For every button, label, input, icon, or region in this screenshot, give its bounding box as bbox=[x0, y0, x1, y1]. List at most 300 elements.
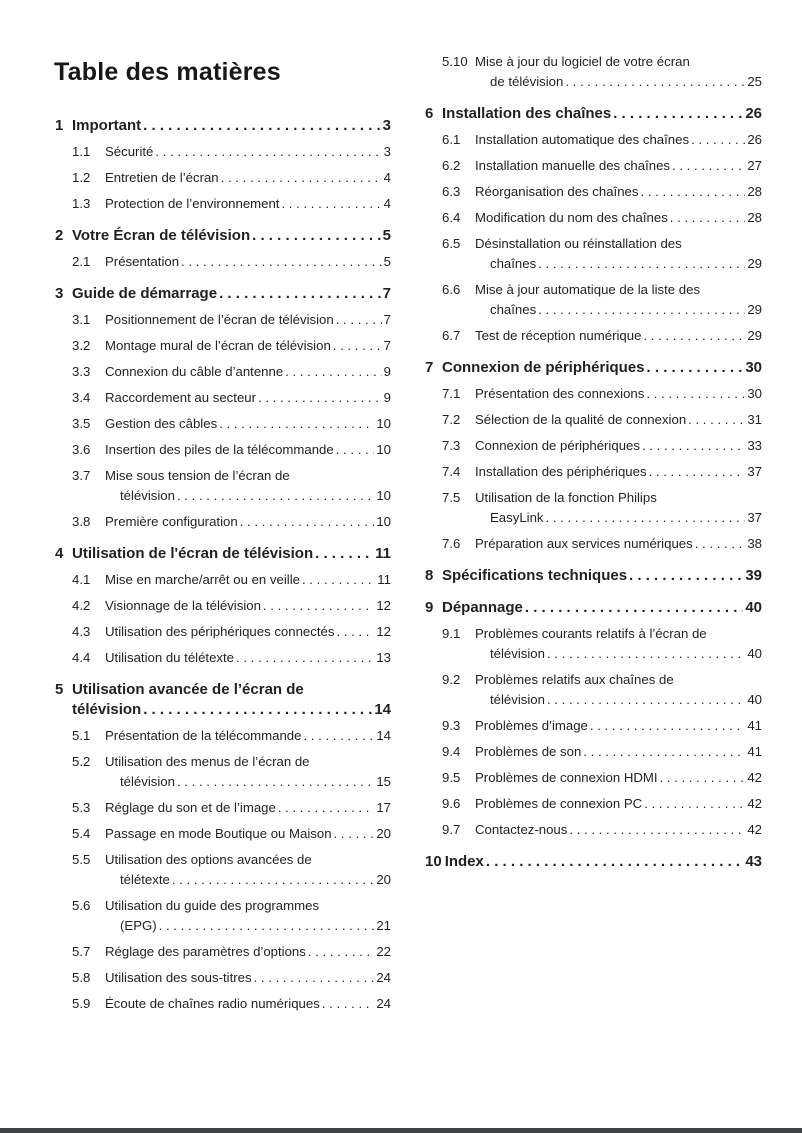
toc-entry-label: de télévision bbox=[490, 74, 564, 89]
toc-entry bbox=[425, 326, 762, 346]
toc-entry bbox=[55, 194, 391, 214]
toc-entry bbox=[425, 534, 762, 554]
toc-entry bbox=[425, 768, 762, 788]
dot-leader bbox=[536, 254, 745, 274]
toc-entry-line bbox=[425, 794, 762, 814]
toc-section-title: Dépannage bbox=[442, 599, 523, 616]
dot-leader bbox=[252, 968, 375, 988]
toc-entry-label: Présentation des connexions bbox=[475, 386, 645, 401]
toc-page-number: 4 bbox=[383, 196, 391, 211]
toc-entry-label: Montage mural de l’écran de télévision bbox=[105, 338, 331, 353]
toc-entry-label: Problèmes de connexion PC bbox=[475, 796, 643, 811]
toc-page-number: 43 bbox=[745, 853, 762, 870]
toc-section-line bbox=[55, 116, 391, 136]
toc-entry bbox=[55, 752, 391, 792]
toc-page-number: 11 bbox=[375, 545, 391, 562]
toc-page-number: 26 bbox=[745, 105, 762, 122]
toc-entry-line bbox=[55, 512, 391, 532]
toc-entry-number: 6.7 bbox=[442, 328, 461, 343]
toc-entry-number: 6.2 bbox=[442, 158, 461, 173]
dot-leader bbox=[279, 194, 381, 214]
toc-entry-label: Passage en mode Boutique ou Maison bbox=[105, 826, 332, 841]
dot-leader bbox=[331, 336, 382, 356]
toc-section-header bbox=[425, 598, 762, 618]
toc-entry bbox=[55, 440, 391, 460]
dot-leader bbox=[668, 208, 746, 228]
toc-entry-number: 4.4 bbox=[72, 650, 91, 665]
dot-leader bbox=[334, 622, 374, 642]
toc-page-number: 41 bbox=[747, 744, 762, 759]
toc-entry-line bbox=[425, 156, 762, 176]
toc-page-number: 10 bbox=[376, 416, 391, 431]
toc-section-line bbox=[425, 566, 762, 586]
toc-entry-line bbox=[425, 624, 762, 644]
toc-entry bbox=[55, 362, 391, 382]
toc-entry-number: 7.3 bbox=[442, 438, 461, 453]
toc-page-number: 9 bbox=[383, 364, 391, 379]
toc-entry-number: 3.4 bbox=[72, 390, 91, 405]
toc-page-number: 30 bbox=[747, 386, 762, 401]
toc-section-title: Spécifications techniques bbox=[442, 567, 628, 584]
toc-entry bbox=[425, 384, 762, 404]
toc-entry-label: Protection de l’environnement bbox=[105, 196, 280, 211]
toc-entry-label: Utilisation des options avancées de bbox=[105, 852, 312, 867]
toc-entry-line bbox=[55, 336, 391, 356]
toc-page-number: 42 bbox=[747, 822, 762, 837]
toc-entry bbox=[55, 596, 391, 616]
toc-column-right bbox=[425, 52, 762, 878]
dot-leader bbox=[523, 598, 743, 618]
dot-leader bbox=[639, 182, 746, 202]
toc-entry-label: Réglage du son et de l’image bbox=[105, 800, 276, 815]
toc-page-number: 29 bbox=[747, 302, 762, 317]
toc-entry-line bbox=[55, 362, 391, 382]
dot-leader bbox=[313, 544, 373, 564]
toc-entry-label: Utilisation de la fonction Philips bbox=[475, 490, 657, 505]
toc-entry-label: Utilisation des périphériques connectés bbox=[105, 624, 335, 639]
toc-entry bbox=[55, 570, 391, 590]
toc-entry bbox=[425, 436, 762, 456]
toc-entry-label: Mise en marche/arrêt ou en veille bbox=[105, 572, 300, 587]
toc-page-number: 38 bbox=[747, 536, 762, 551]
toc-page-number: 4 bbox=[383, 170, 391, 185]
dot-leader bbox=[334, 440, 375, 460]
toc-page-number: 9 bbox=[383, 390, 391, 405]
toc-entry-number: 7.5 bbox=[442, 490, 461, 505]
toc-entry bbox=[425, 280, 762, 320]
toc-page-number: 5 bbox=[382, 227, 391, 244]
toc-entry bbox=[425, 462, 762, 482]
toc-entry-label: Utilisation du guide des programmes bbox=[105, 898, 320, 913]
toc-entry-label: chaînes bbox=[490, 256, 537, 271]
toc-entry-label: Test de réception numérique bbox=[475, 328, 642, 343]
toc-page-number: 24 bbox=[376, 970, 391, 985]
toc-page-number: 21 bbox=[376, 918, 391, 933]
toc-entry bbox=[425, 716, 762, 736]
toc-page-number: 37 bbox=[747, 510, 762, 525]
toc-page-number: 11 bbox=[377, 572, 391, 587]
toc-column-left bbox=[55, 104, 391, 1020]
toc-entry-line bbox=[425, 462, 762, 482]
toc-page-number: 29 bbox=[747, 328, 762, 343]
toc-entry-line bbox=[425, 130, 762, 150]
dot-leader bbox=[170, 870, 374, 890]
toc-page-number: 7 bbox=[383, 338, 391, 353]
toc-section-title: Utilisation avancée de l’écran de bbox=[72, 681, 304, 698]
toc-entry-number: 7.1 bbox=[442, 386, 461, 401]
toc-entry-line bbox=[425, 644, 762, 664]
toc-entry-number: 6.6 bbox=[442, 282, 461, 297]
toc-entry-line bbox=[55, 850, 391, 870]
toc-section-number: 9 bbox=[425, 599, 434, 616]
toc-section-title: Guide de démarrage bbox=[72, 285, 218, 302]
dot-leader bbox=[642, 794, 745, 814]
toc-section-number: 10 bbox=[425, 853, 442, 870]
toc-entry-line bbox=[425, 742, 762, 762]
toc-page-number: 40 bbox=[745, 599, 762, 616]
toc-entry-line bbox=[425, 820, 762, 840]
toc-section-title: Installation des chaînes bbox=[442, 105, 612, 122]
toc-entry-line bbox=[55, 916, 391, 936]
toc-entry bbox=[425, 742, 762, 762]
toc-entry-line bbox=[425, 768, 762, 788]
toc-section-number: 8 bbox=[425, 567, 434, 584]
toc-entry-label: Sélection de la qualité de connexion bbox=[475, 412, 687, 427]
toc-entry-number: 5.5 bbox=[72, 852, 91, 867]
toc-section-line bbox=[425, 358, 762, 378]
toc-entry-line bbox=[55, 752, 391, 772]
dot-leader bbox=[261, 596, 374, 616]
toc-entry-number: 3.8 bbox=[72, 514, 91, 529]
toc-section-title: télévision bbox=[72, 701, 142, 718]
toc-entry-line bbox=[425, 716, 762, 736]
toc-section-line bbox=[55, 226, 391, 246]
dot-leader bbox=[250, 226, 381, 246]
toc-entry bbox=[425, 182, 762, 202]
dot-leader bbox=[332, 824, 375, 844]
toc-entry-number: 9.3 bbox=[442, 718, 461, 733]
toc-entry-number: 5.6 bbox=[72, 898, 91, 913]
dot-leader bbox=[141, 700, 372, 720]
toc-entry-label: Mise à jour du logiciel de votre écran bbox=[475, 54, 690, 69]
toc-entry-line bbox=[55, 440, 391, 460]
toc-entry-label: Mise sous tension de l’écran de bbox=[105, 468, 290, 483]
toc-entry-number: 9.4 bbox=[442, 744, 461, 759]
dot-leader bbox=[644, 384, 745, 404]
toc-page-number: 22 bbox=[376, 944, 391, 959]
toc-entry-number: 7.4 bbox=[442, 464, 461, 479]
toc-entry bbox=[55, 622, 391, 642]
toc-entry-label: Installation automatique des chaînes bbox=[475, 132, 690, 147]
toc-entry-number: 7.2 bbox=[442, 412, 461, 427]
toc-page-number: 31 bbox=[747, 412, 762, 427]
toc-section-line bbox=[425, 852, 762, 872]
toc-entry-line bbox=[425, 182, 762, 202]
toc-entry-line bbox=[425, 234, 762, 254]
toc-entry-label: télévision bbox=[490, 646, 545, 661]
toc-entry bbox=[55, 252, 391, 272]
toc-entry-number: 5.10 bbox=[442, 54, 468, 69]
toc-section-title: Index bbox=[444, 853, 484, 870]
toc-entry-label: Désinstallation ou réinstallation des bbox=[475, 236, 682, 251]
toc-entry-number: 5.9 bbox=[72, 996, 91, 1011]
toc-section-number: 5 bbox=[55, 681, 64, 698]
toc-entry-label: EasyLink bbox=[490, 510, 544, 525]
dot-leader bbox=[545, 690, 745, 710]
toc-entry-line bbox=[425, 436, 762, 456]
toc-entry-number: 9.5 bbox=[442, 770, 461, 785]
toc-entry-label: chaînes bbox=[490, 302, 537, 317]
toc-entry-line bbox=[425, 254, 762, 274]
toc-page-number: 20 bbox=[376, 826, 391, 841]
toc-entry bbox=[425, 234, 762, 274]
dot-leader bbox=[545, 644, 745, 664]
toc-section-title: Votre Écran de télévision bbox=[72, 227, 251, 244]
dot-leader bbox=[301, 726, 374, 746]
toc-entry-label: Mise à jour automatique de la liste des bbox=[475, 282, 701, 297]
toc-page-number: 26 bbox=[747, 132, 762, 147]
toc-entry-label: Installation des périphériques bbox=[475, 464, 647, 479]
toc-entry-label: télévision bbox=[490, 692, 545, 707]
toc-entry-number: 5.2 bbox=[72, 754, 91, 769]
toc-page-number: 30 bbox=[745, 359, 762, 376]
toc-entry-number: 5.4 bbox=[72, 826, 91, 841]
toc-entry bbox=[55, 512, 391, 532]
dot-leader bbox=[283, 362, 381, 382]
toc-entry-line bbox=[425, 690, 762, 710]
toc-section-header bbox=[425, 566, 762, 586]
toc-page-number: 17 bbox=[376, 800, 391, 815]
toc-entry-line bbox=[55, 726, 391, 746]
toc-entry-label: Connexion de périphériques bbox=[475, 438, 640, 453]
dot-leader bbox=[544, 508, 746, 528]
toc-section-title: Utilisation de l'écran de télévision bbox=[72, 545, 314, 562]
toc-entry-number: 3.6 bbox=[72, 442, 91, 457]
toc-section-header bbox=[55, 116, 391, 136]
toc-entry-line bbox=[425, 52, 762, 72]
toc-page-number: 28 bbox=[747, 210, 762, 225]
toc-section-number: 1 bbox=[55, 117, 64, 134]
toc-entry-number: 4.2 bbox=[72, 598, 91, 613]
dot-leader bbox=[658, 768, 746, 788]
toc-page-number: 25 bbox=[747, 74, 762, 89]
toc-entry-line bbox=[425, 508, 762, 528]
dot-leader bbox=[484, 852, 743, 872]
toc-entry-label: Sécurité bbox=[105, 144, 154, 159]
toc-section-header bbox=[55, 680, 391, 720]
dot-leader bbox=[563, 72, 745, 92]
toc-section-number: 6 bbox=[425, 105, 434, 122]
dot-leader bbox=[334, 310, 382, 330]
toc-entry-line bbox=[55, 968, 391, 988]
toc-entry-line bbox=[425, 410, 762, 430]
toc-page-number: 40 bbox=[747, 646, 762, 661]
toc-page-number: 10 bbox=[376, 442, 391, 457]
dot-leader bbox=[276, 798, 375, 818]
toc-entry bbox=[55, 968, 391, 988]
dot-leader bbox=[175, 486, 374, 506]
dot-leader bbox=[686, 410, 745, 430]
toc-entry bbox=[425, 52, 762, 92]
toc-entry-line bbox=[55, 942, 391, 962]
toc-entry-label: télévision bbox=[120, 488, 175, 503]
toc-entry-line bbox=[55, 486, 391, 506]
dot-leader bbox=[300, 570, 375, 590]
dot-leader bbox=[689, 130, 745, 150]
toc-entry-label: Première configuration bbox=[105, 514, 238, 529]
toc-entry bbox=[425, 208, 762, 228]
toc-entry-line bbox=[55, 596, 391, 616]
toc-entry bbox=[425, 794, 762, 814]
toc-entry-number: 4.1 bbox=[72, 572, 91, 587]
toc-entry bbox=[55, 310, 391, 330]
toc-page-number: 7 bbox=[382, 285, 391, 302]
dot-leader bbox=[567, 820, 745, 840]
toc-page-number: 42 bbox=[747, 796, 762, 811]
toc-page-number: 29 bbox=[747, 256, 762, 271]
toc-entry-line bbox=[425, 670, 762, 690]
toc-page-number: 12 bbox=[376, 598, 391, 613]
toc-section-number: 7 bbox=[425, 359, 434, 376]
toc-entry-label: télétexte bbox=[120, 872, 170, 887]
toc-entry-label: Problèmes de connexion HDMI bbox=[475, 770, 658, 785]
toc-entry bbox=[55, 850, 391, 890]
toc-entry-number: 5.1 bbox=[72, 728, 91, 743]
toc-entry-line bbox=[55, 194, 391, 214]
toc-entry-label: Problèmes d’image bbox=[475, 718, 588, 733]
toc-entry-line bbox=[425, 280, 762, 300]
toc-entry bbox=[55, 798, 391, 818]
toc-section-number: 2 bbox=[55, 227, 64, 244]
toc-entry-number: 6.4 bbox=[442, 210, 461, 225]
toc-entry-label: Présentation de la télécommande bbox=[105, 728, 302, 743]
dot-leader bbox=[217, 414, 374, 434]
toc-entry-line bbox=[55, 142, 391, 162]
toc-page-number: 42 bbox=[747, 770, 762, 785]
toc-section-title: Important bbox=[72, 117, 142, 134]
dot-leader bbox=[157, 916, 375, 936]
page-title: Table des matières bbox=[54, 58, 281, 86]
toc-entry-number: 7.6 bbox=[442, 536, 461, 551]
toc-section-header bbox=[55, 226, 391, 246]
toc-entry bbox=[55, 168, 391, 188]
toc-section-header bbox=[425, 358, 762, 378]
dot-leader bbox=[693, 534, 746, 554]
dot-leader bbox=[581, 742, 745, 762]
toc-entry bbox=[55, 942, 391, 962]
toc-entry-label: Utilisation du télétexte bbox=[105, 650, 235, 665]
toc-page-number: 37 bbox=[747, 464, 762, 479]
toc-entry-line bbox=[55, 994, 391, 1014]
toc-entry bbox=[425, 670, 762, 710]
toc-entry-label: Modification du nom des chaînes bbox=[475, 210, 668, 225]
toc-entry-line bbox=[425, 300, 762, 320]
toc-entry-number: 3.3 bbox=[72, 364, 91, 379]
dot-leader bbox=[588, 716, 745, 736]
toc-entry bbox=[425, 130, 762, 150]
toc-page-number: 24 bbox=[376, 996, 391, 1011]
toc-page-number: 41 bbox=[747, 718, 762, 733]
toc-entry-line bbox=[55, 570, 391, 590]
dot-leader bbox=[219, 168, 382, 188]
toc-entry bbox=[55, 824, 391, 844]
dot-leader bbox=[647, 462, 746, 482]
toc-entry-label: Entretien de l’écran bbox=[105, 170, 219, 185]
toc-entry-label: Réorganisation des chaînes bbox=[475, 184, 639, 199]
toc-page-number: 12 bbox=[376, 624, 391, 639]
toc-entry-number: 9.7 bbox=[442, 822, 461, 837]
dot-leader bbox=[670, 156, 745, 176]
toc-entry bbox=[425, 156, 762, 176]
dot-leader bbox=[256, 388, 382, 408]
toc-entry bbox=[425, 488, 762, 528]
toc-entry-label: Préparation aux services numériques bbox=[475, 536, 693, 551]
toc-entry-label: Problèmes courants relatifs à l’écran de bbox=[475, 626, 707, 641]
toc-section-line bbox=[425, 598, 762, 618]
toc-entry-number: 3.2 bbox=[72, 338, 91, 353]
toc-page-number: 10 bbox=[376, 514, 391, 529]
toc-entry-label: Raccordement au secteur bbox=[105, 390, 256, 405]
toc-section-number: 4 bbox=[55, 545, 64, 562]
toc-entry-number: 9.1 bbox=[442, 626, 461, 641]
toc-page-number: 39 bbox=[745, 567, 762, 584]
page-footer-bar bbox=[0, 1128, 802, 1133]
toc-section-line bbox=[55, 680, 391, 700]
toc-section-line bbox=[55, 544, 391, 564]
toc-entry-label: Utilisation des sous-titres bbox=[105, 970, 252, 985]
toc-entry bbox=[425, 820, 762, 840]
toc-entry-number: 1.2 bbox=[72, 170, 91, 185]
dot-leader bbox=[645, 358, 744, 378]
dot-leader bbox=[320, 994, 375, 1014]
toc-entry-label: Problèmes relatifs aux chaînes de bbox=[475, 672, 674, 687]
toc-entry-label: Visionnage de la télévision bbox=[105, 598, 261, 613]
toc-section-header bbox=[55, 544, 391, 564]
toc-entry-line bbox=[55, 252, 391, 272]
toc-entry-number: 6.5 bbox=[442, 236, 461, 251]
dot-leader bbox=[611, 104, 743, 124]
toc-section-header bbox=[425, 104, 762, 124]
toc-page-number: 28 bbox=[747, 184, 762, 199]
toc-entry-number: 6.3 bbox=[442, 184, 461, 199]
dot-leader bbox=[238, 512, 375, 532]
toc-entry-number: 9.2 bbox=[442, 672, 461, 687]
toc-entry-label: Connexion du câble d’antenne bbox=[105, 364, 284, 379]
toc-entry-number: 3.1 bbox=[72, 312, 91, 327]
toc-page-number: 27 bbox=[747, 158, 762, 173]
toc-entry-label: Écoute de chaînes radio numériques bbox=[105, 996, 320, 1011]
dot-leader bbox=[179, 252, 382, 272]
toc-entry-number: 5.7 bbox=[72, 944, 91, 959]
toc-entry-line bbox=[55, 622, 391, 642]
toc-entry-line bbox=[425, 534, 762, 554]
toc-page-number: 5 bbox=[383, 254, 391, 269]
toc-entry bbox=[55, 648, 391, 668]
toc-section-line bbox=[425, 104, 762, 124]
toc-entry-line bbox=[55, 168, 391, 188]
dot-leader bbox=[153, 142, 381, 162]
toc-entry-label: télévision bbox=[120, 774, 175, 789]
toc-entry bbox=[55, 336, 391, 356]
toc-entry bbox=[55, 896, 391, 936]
toc-entry-line bbox=[425, 72, 762, 92]
toc-section-line bbox=[55, 284, 391, 304]
toc-entry-label: Utilisation des menus de l’écran de bbox=[105, 754, 310, 769]
toc-page-number: 33 bbox=[747, 438, 762, 453]
toc-entry-line bbox=[55, 870, 391, 890]
toc-entry-line bbox=[425, 208, 762, 228]
toc-entry-number: 1.1 bbox=[72, 144, 91, 159]
